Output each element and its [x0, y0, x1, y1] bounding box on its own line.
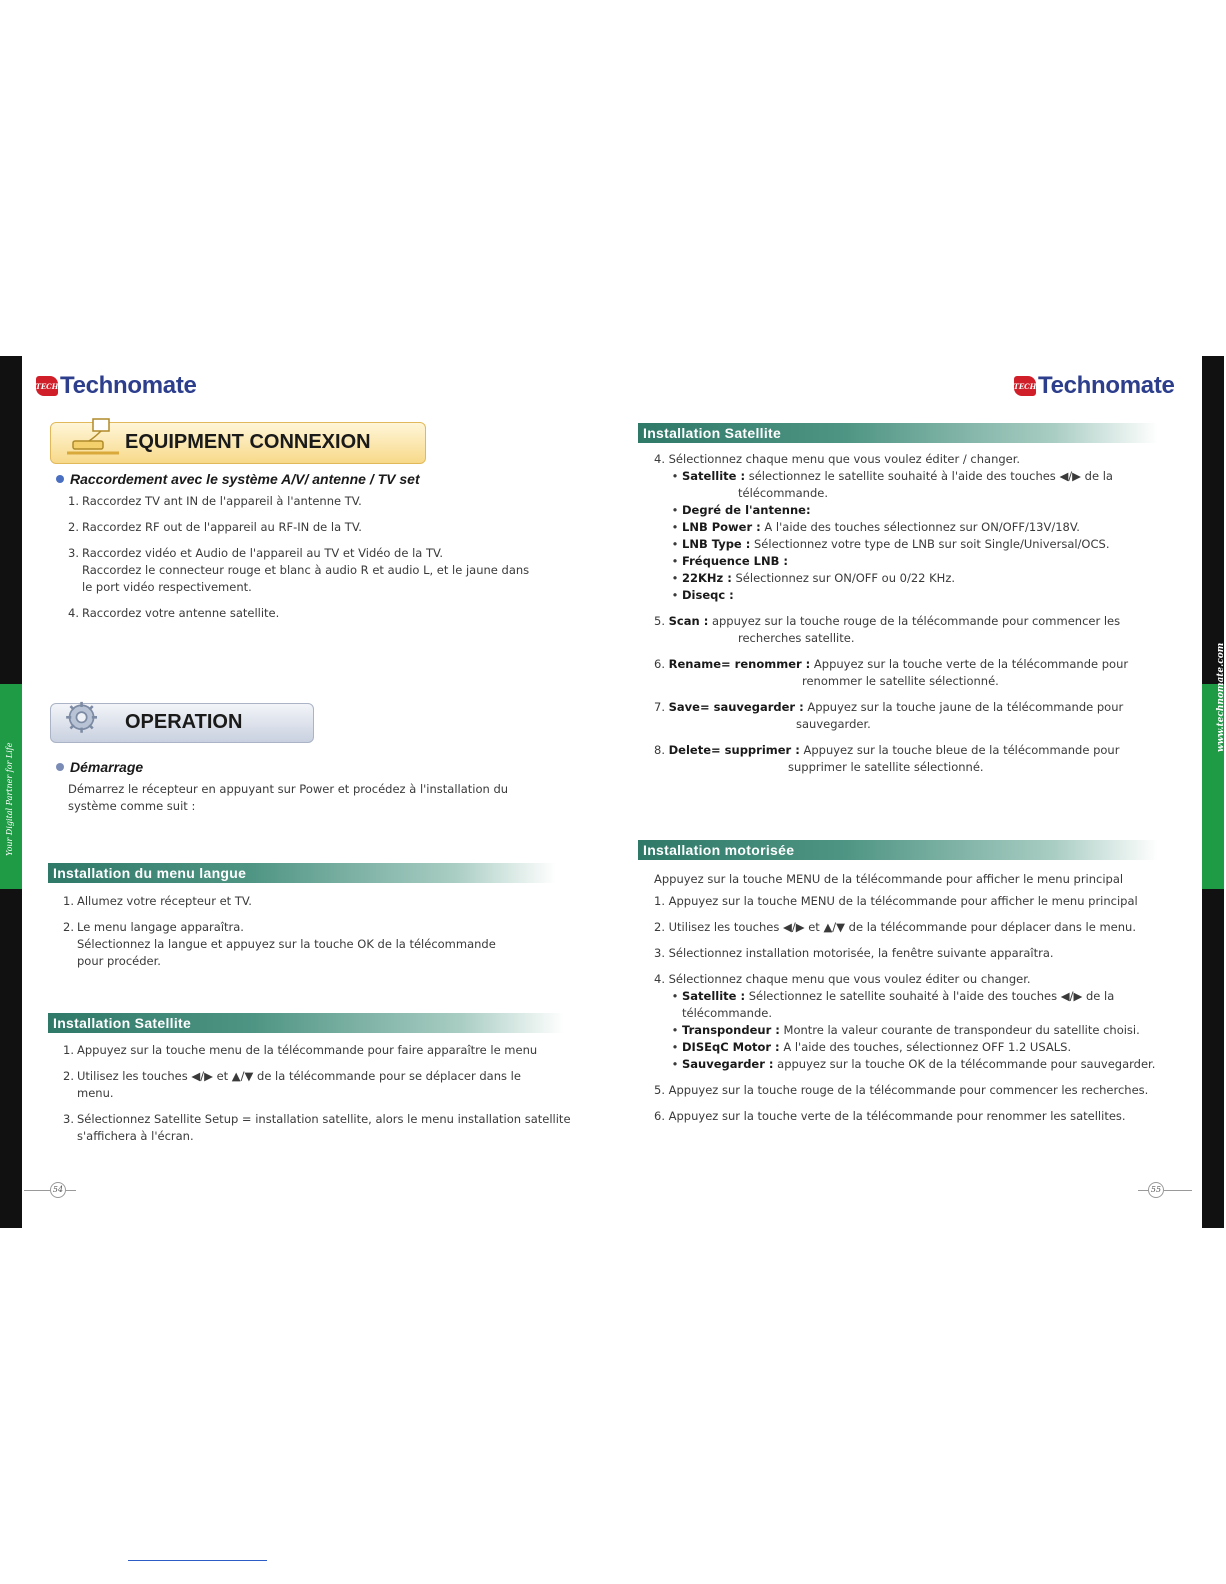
list-item: • Sauvegarder : appuyez sur la touche OK de la télécommande pour sauvegarder. — [671, 1057, 1156, 1071]
bullet-dot-icon — [56, 763, 64, 771]
list-item: • LNB Power : A l'aide des touches sélectionnez sur ON/OFF/13V/18V. — [671, 520, 1080, 534]
gear-icon — [61, 696, 109, 742]
paragraph-line: système comme suit : — [68, 799, 196, 813]
list-item: 1. Appuyez sur la touche MENU de la télécommande pour afficher le menu principal — [654, 894, 1138, 908]
step-4: 4. Sélectionnez chaque menu que vous voulez éditer / changer. — [654, 452, 1021, 466]
list-item-continuation: Raccordez le connecteur rouge et blanc à audio R et audio L, et le jaune dans — [82, 563, 530, 577]
list-item-continuation: télécommande. — [738, 486, 828, 500]
list-item: • Transpondeur : Montre la valeur courante de transpondeur du satellite choisi. — [671, 1023, 1140, 1037]
list-item-continuation: télécommande. — [682, 1006, 772, 1020]
left-side-slogan: Your Digital Partner for Life — [5, 742, 14, 856]
list-item: 5. Appuyez sur la touche rouge de la télécommande pour commencer les recherches. — [654, 1083, 1149, 1097]
paragraph-line: Démarrez le récepteur en appuyant sur Power et procédez à l'installation du — [68, 782, 509, 796]
technomate-logo-icon: TECH — [1014, 376, 1036, 396]
list-item: 6. Appuyez sur la touche verte de la télécommande pour renommer les satellites. — [654, 1109, 1126, 1123]
list-item: 1. Appuyez sur la touche menu de la télécommande pour faire apparaître le menu — [63, 1043, 538, 1057]
brand-logo-right — [1014, 372, 1175, 400]
footer-underline — [128, 1560, 267, 1561]
list-item: • Satellite : Sélectionnez le satellite souhaité à l'aide des touches ◀/▶ de la — [671, 989, 1115, 1003]
list-item: 3. Raccordez vidéo et Audio de l'appareil au TV et Vidéo de la TV. — [68, 546, 444, 560]
section-bar-menu-langue: Installation du menu langue — [48, 863, 556, 883]
list-item: 2. Utilisez les touches ◀/▶ et ▲/▼ de la télécommande pour déplacer dans le menu. — [654, 920, 1136, 934]
list-item: 2. Raccordez RF out de l'appareil au RF-IN de la TV. — [68, 520, 362, 534]
page-number-left: 54 — [50, 1182, 66, 1198]
list-item: 8. Delete= supprimer : Appuyez sur la touche bleue de la télécommande pour — [654, 743, 1120, 757]
list-item: • LNB Type : Sélectionnez votre type de LNB sur soit Single/Universal/OCS. — [671, 537, 1110, 551]
list-item-continuation: renommer le satellite sélectionné. — [802, 674, 999, 688]
page-number-rule — [1138, 1190, 1148, 1191]
list-item: 3. Sélectionnez installation motorisée, la fenêtre suivante apparaîtra. — [654, 946, 1054, 960]
brand-logo-left — [36, 372, 197, 400]
right-side-url: www.technomate.com — [1216, 642, 1226, 752]
list-item: • Satellite : sélectionnez le satellite souhaité à l'aide des touches ◀/▶ de la — [671, 469, 1113, 483]
list-item: 2. Utilisez les touches ◀/▶ et ▲/▼ de la télécommande pour se déplacer dans le — [63, 1069, 521, 1083]
list-item: 1. Allumez votre récepteur et TV. — [63, 894, 252, 908]
list-item: 2. Le menu langage apparaîtra. — [63, 920, 244, 934]
demarrage-text — [68, 781, 558, 815]
connection-illustration-icon — [65, 417, 121, 461]
list-item-continuation: sauvegarder. — [796, 717, 871, 731]
list-item: 7. Save= sauvegarder : Appuyez sur la touche jaune de la télécommande pour — [654, 700, 1124, 714]
list-item-continuation: menu. — [77, 1086, 114, 1100]
operation-banner — [50, 703, 314, 743]
equipment-connexion-title: EQUIPMENT CONNEXION — [125, 431, 371, 453]
right-edge-strip — [1202, 356, 1224, 1228]
demarrage-title: Démarrage — [70, 759, 144, 775]
list-item: • DISEqC Motor : A l'aide des touches, sélectionnez OFF 1.2 USALS. — [671, 1040, 1072, 1054]
operation-title: OPERATION — [125, 711, 243, 733]
page-number-rule — [1164, 1190, 1192, 1191]
list-item: • 22KHz : Sélectionnez sur ON/OFF ou 0/22 KHz. — [671, 571, 956, 585]
brand-name: Technomate — [1038, 372, 1175, 399]
list-item-continuation: le port vidéo respectivement. — [82, 580, 252, 594]
raccordement-list — [68, 493, 568, 622]
satellite-settings — [654, 451, 1174, 776]
brand-name: Technomate — [60, 372, 197, 399]
list-item: • Diseqc : — [671, 588, 734, 602]
section-bar-installation-motorisee: Installation motorisée — [638, 840, 1158, 860]
bullet-dot-icon — [56, 475, 64, 483]
raccordement-title: Raccordement avec le système A/V/ antenne / TV set — [70, 471, 420, 487]
raccordement-heading — [56, 471, 420, 487]
list-item-continuation: pour procéder. — [77, 954, 161, 968]
equipment-connexion-banner — [50, 422, 426, 464]
list-item: 4. Sélectionnez chaque menu que vous voulez éditer ou changer. — [654, 972, 1031, 986]
installation-motorisee-text — [654, 871, 1184, 1125]
list-item-continuation: Sélectionnez la langue et appuyez sur la touche OK de la télécommande — [77, 937, 496, 951]
installation-satellite-list — [63, 1042, 573, 1145]
list-item-continuation: s'affichera à l'écran. — [77, 1129, 194, 1143]
list-item-continuation: recherches satellite. — [738, 631, 855, 645]
technomate-logo-icon: TECH — [36, 376, 58, 396]
list-item-continuation: supprimer le satellite sélectionné. — [788, 760, 984, 774]
section-bar-installation-satellite: Installation Satellite — [48, 1013, 564, 1033]
paragraph-line: Appuyez sur la touche MENU de la télécommande pour afficher le menu principal — [654, 872, 1124, 886]
list-item: 1. Raccordez TV ant IN de l'appareil à l'antenne TV. — [68, 494, 362, 508]
page-number-right: 55 — [1148, 1182, 1164, 1198]
list-item: 3. Sélectionnez Satellite Setup = installation satellite, alors le menu installation satellite — [63, 1112, 571, 1126]
list-item: • Fréquence LNB : — [671, 554, 788, 568]
page-number-rule — [24, 1190, 50, 1191]
list-item: 6. Rename= renommer : Appuyez sur la touche verte de la télécommande pour — [654, 657, 1129, 671]
section-bar-installation-satellite-right: Installation Satellite — [638, 423, 1158, 443]
demarrage-heading — [56, 759, 143, 775]
list-item: 5. Scan : appuyez sur la touche rouge de la télécommande pour commencer les — [654, 614, 1121, 628]
list-item: • Degré de l'antenne: — [671, 503, 811, 517]
menu-langue-list — [63, 893, 563, 970]
list-item: 4. Raccordez votre antenne satellite. — [68, 606, 280, 620]
page-number-rule — [66, 1190, 76, 1191]
